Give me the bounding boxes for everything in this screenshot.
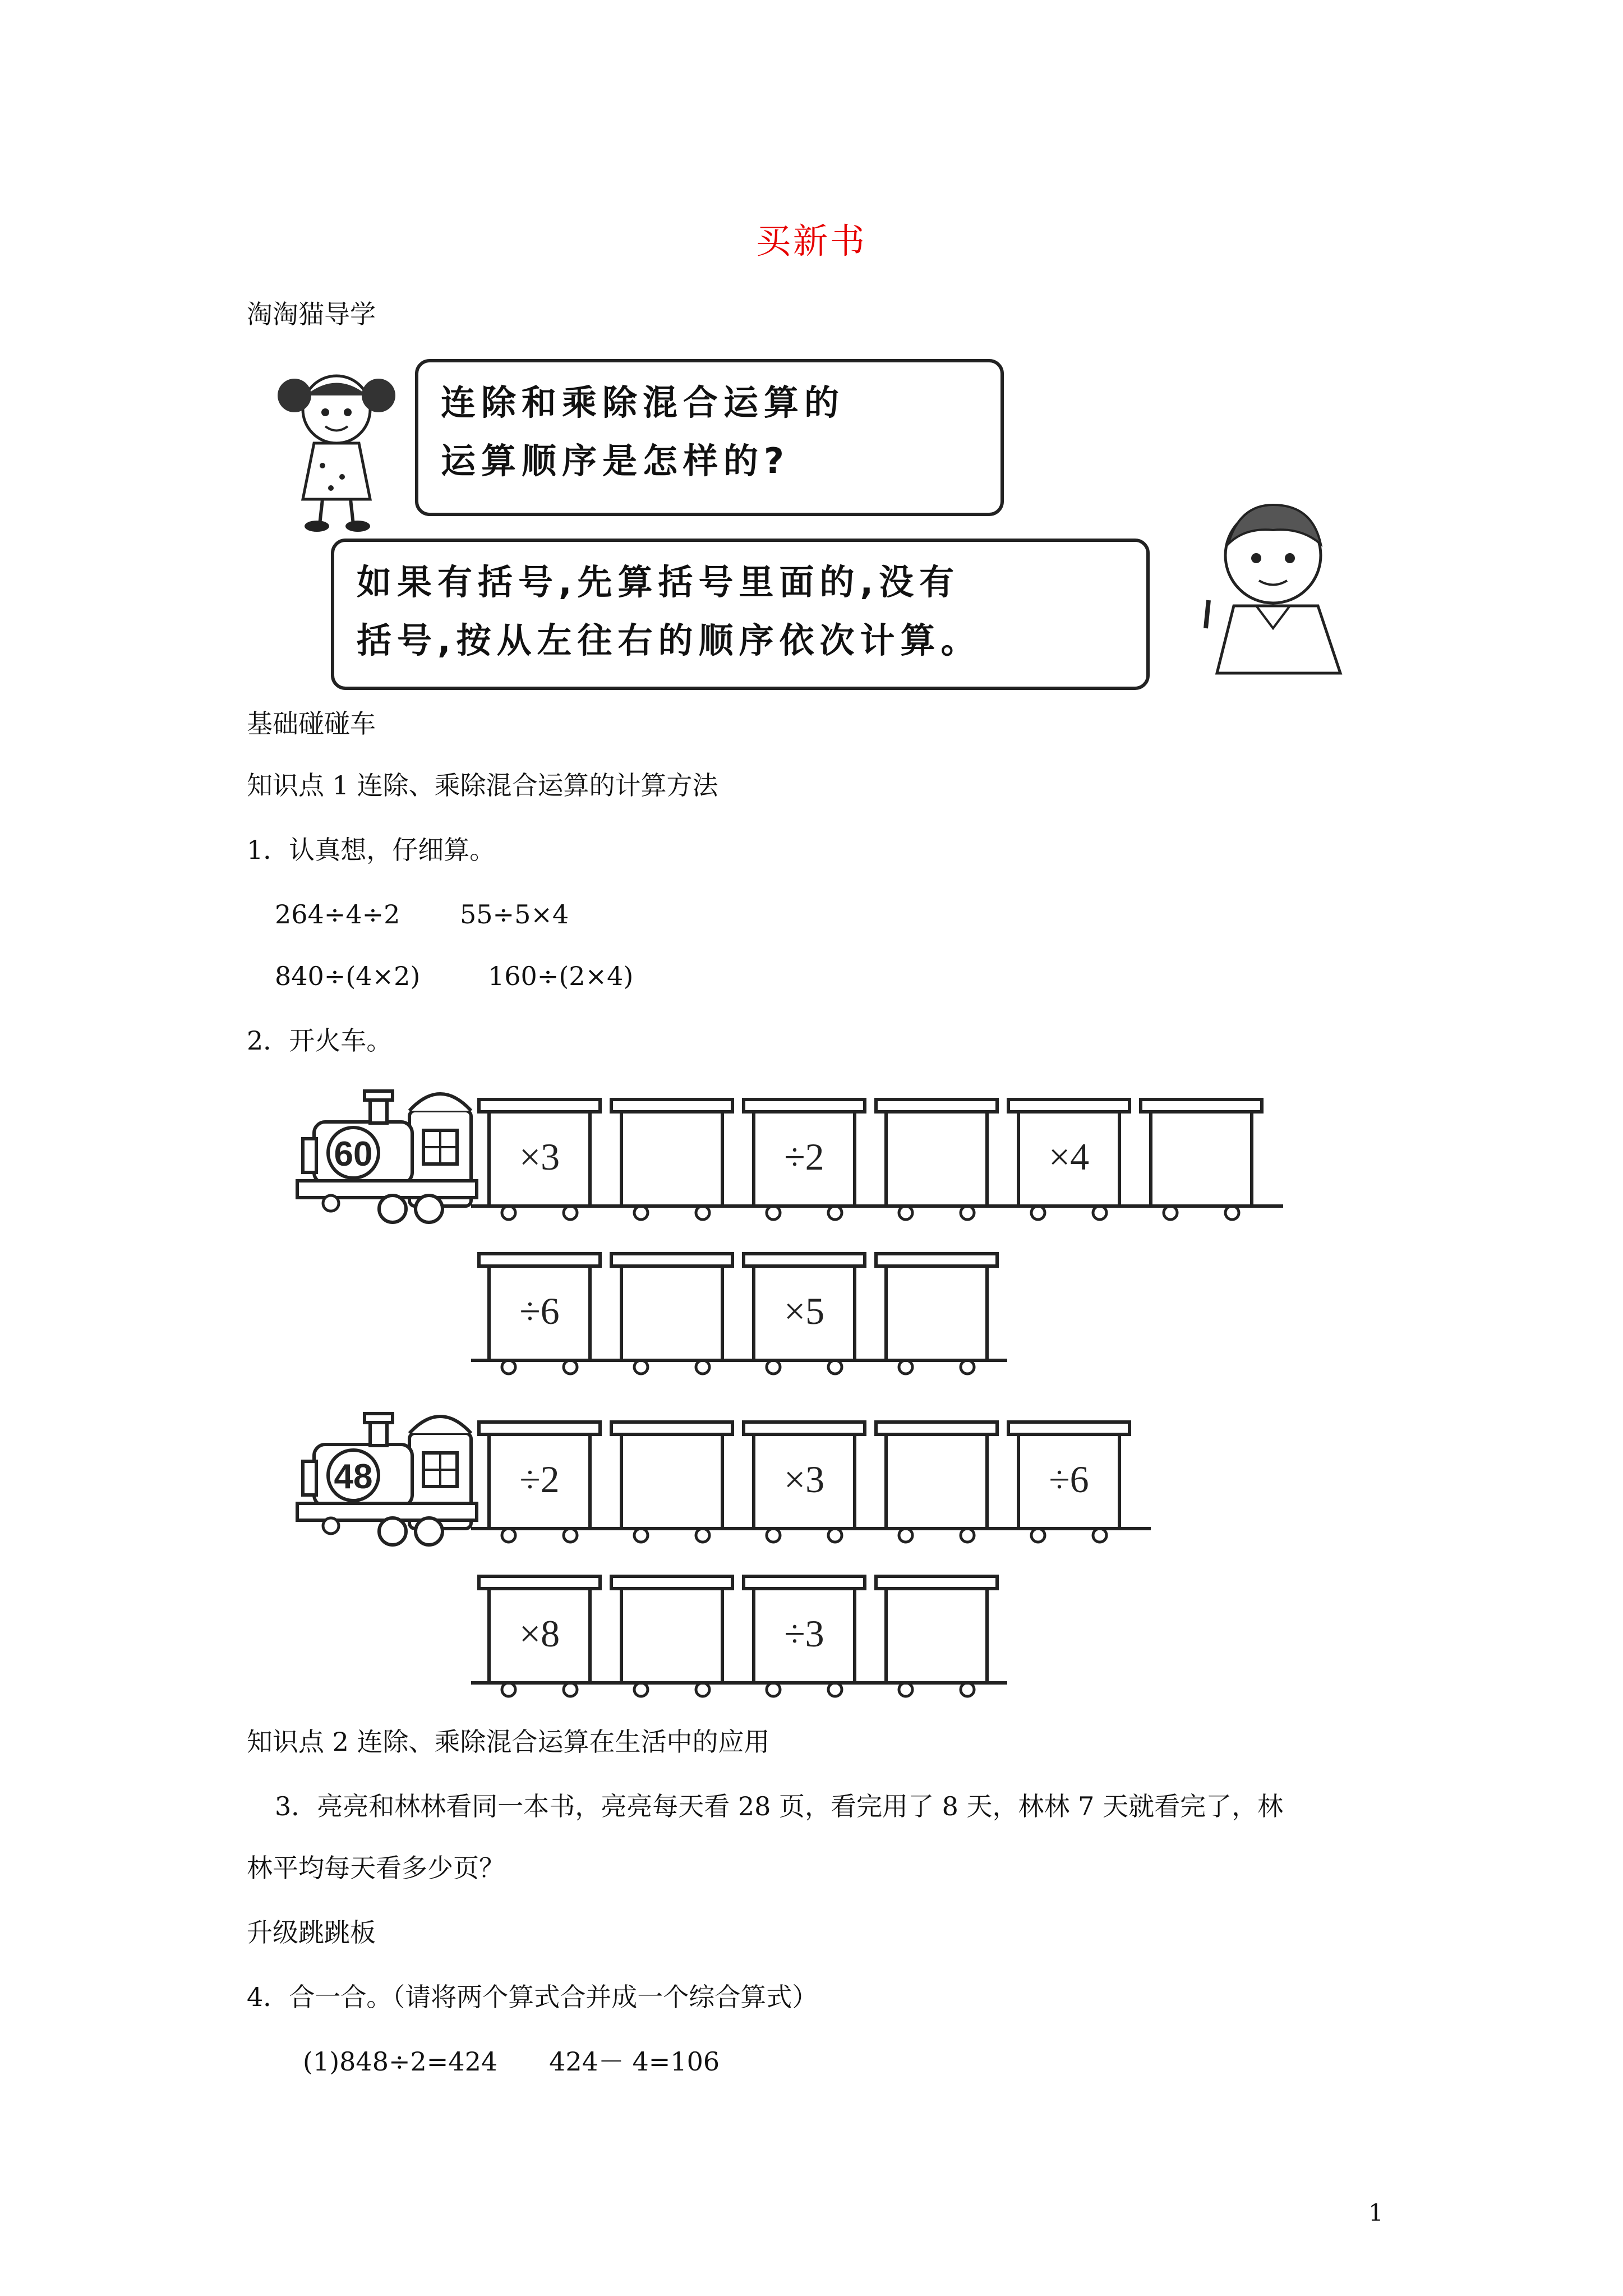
train2-car-r2-3-wheel — [767, 1683, 780, 1696]
train2-engine-chimney — [370, 1422, 387, 1446]
train1-car-r2-1-label: ÷6 — [519, 1290, 560, 1332]
train1-car-r1-3-roof — [744, 1099, 865, 1112]
train1-car-r1-5-wheel — [1031, 1206, 1045, 1220]
q1-expr-3: 840÷(4×2) — [275, 961, 421, 991]
train2-car-r1-5-label: ÷6 — [1049, 1458, 1089, 1501]
train1-engine-chimney-top — [365, 1091, 393, 1100]
train1-car-r1-5-roof — [1008, 1099, 1129, 1112]
train1-car-r1-1-wheel — [564, 1206, 577, 1220]
boy-speech-line1: 如果有括号,先算括号里面的,没有 — [357, 562, 960, 602]
question-1-label: 1．认真想，仔细算。 — [247, 835, 496, 865]
train1-car-r1-6-body — [1151, 1112, 1252, 1206]
train1-car-r1-2-roof — [611, 1099, 732, 1112]
train1-car-r2-3-roof — [744, 1254, 865, 1266]
page-number: 1 — [1368, 2199, 1384, 2226]
train1-car-r1-1-roof — [479, 1099, 600, 1112]
section-basic: 基础碰碰车 — [247, 708, 376, 739]
train1-car-r2-1-wheel — [564, 1360, 577, 1374]
train2-car-r1-3-label: ×3 — [783, 1458, 825, 1501]
train2-engine-wheel — [323, 1518, 339, 1534]
train2-car-r1-2-wheel — [634, 1529, 648, 1542]
train2-car-r2-4-body — [886, 1589, 987, 1683]
train1-car-r1-5-wheel — [1093, 1206, 1106, 1220]
train1-engine-wheel — [323, 1195, 339, 1211]
q1-expr-4: 160÷(2×4) — [488, 961, 634, 991]
train2-car-r2-1-wheel — [564, 1683, 577, 1696]
page-title: 买新书 — [755, 220, 867, 261]
train1-engine-number: 60 — [334, 1135, 373, 1174]
train2-car-r1-1-label: ÷2 — [519, 1458, 560, 1501]
question-4-label: 4．合一合。（请将两个算式合并成一个综合算式） — [247, 1982, 818, 2012]
train1-car-r2-1-roof — [479, 1254, 600, 1266]
train1-car-r2-3-label: ×5 — [783, 1290, 825, 1332]
question-3-line1: 3．亮亮和林林看同一本书，亮亮每天看 28 页，看完用了 8 天，林林 7 天就看完了，林 — [275, 1791, 1284, 1821]
train2-car-r2-1-wheel — [502, 1683, 515, 1696]
train2-car-r2-4-wheel — [899, 1683, 912, 1696]
train2-car-r1-4-wheel — [899, 1529, 912, 1542]
train1-car-r1-2-wheel — [634, 1206, 648, 1220]
train1-car-r1-2-body — [621, 1112, 722, 1206]
question-2-label: 2．开火车。 — [247, 1025, 393, 1056]
boy-speech-line2: 括号,按从左往右的顺序依次计算。 — [357, 620, 981, 661]
train1-car-r1-5-label: ×4 — [1048, 1135, 1090, 1178]
train1-car-r1-3-wheel — [828, 1206, 842, 1220]
question-4-item-1: (1)848÷2=424 424－ 4=106 — [303, 2046, 720, 2077]
train2-car-r1-2-body — [621, 1434, 722, 1529]
train2-car-r1-1-wheel — [502, 1529, 515, 1542]
knowledge-point-2: 知识点 2 连除、乘除混合运算在生活中的应用 — [247, 1727, 770, 1757]
train1-car-r1-3-label: ÷2 — [784, 1135, 824, 1178]
train1-engine-cab-roof — [409, 1094, 471, 1111]
section-guide: 淘淘猫导学 — [247, 299, 376, 329]
train1-engine-front — [303, 1139, 316, 1172]
train1-car-r2-3-wheel — [767, 1360, 780, 1374]
train2-car-r1-5-roof — [1008, 1422, 1129, 1434]
train2-engine-wheel — [379, 1518, 406, 1545]
train1-car-r2-4-roof — [876, 1254, 997, 1266]
train1-car-r1-6-wheel — [1225, 1206, 1239, 1220]
train2-car-r2-1-roof — [479, 1576, 600, 1589]
train2-car-r1-5-wheel — [1093, 1529, 1106, 1542]
train2-car-r2-1-label: ×8 — [519, 1612, 560, 1655]
train2-car-r2-2-body — [621, 1589, 722, 1683]
train2-car-r2-2-wheel — [634, 1683, 648, 1696]
knowledge-point-1: 知识点 1 连除、乘除混合运算的计算方法 — [247, 770, 718, 800]
train2-engine-number: 48 — [334, 1457, 373, 1496]
section-upgrade: 升级跳跳板 — [247, 1917, 376, 1948]
train2-car-r1-2-wheel — [696, 1529, 709, 1542]
train2-car-r1-3-wheel — [828, 1529, 842, 1542]
train1-car-r2-2-roof — [611, 1254, 732, 1266]
train2-car-r2-2-roof — [611, 1576, 732, 1589]
train1-car-r2-4-body — [886, 1266, 987, 1360]
train2-car-r1-5-wheel — [1031, 1529, 1045, 1542]
train1-engine-wheel — [379, 1195, 406, 1222]
train1-car-r2-2-wheel — [696, 1360, 709, 1374]
train2-car-r2-4-roof — [876, 1576, 997, 1589]
train2-car-r1-4-roof — [876, 1422, 997, 1434]
train1-car-r1-6-wheel — [1164, 1206, 1177, 1220]
train1-car-r1-3-wheel — [767, 1206, 780, 1220]
train2-engine-cab-roof — [409, 1416, 471, 1433]
train2-car-r1-4-wheel — [961, 1529, 974, 1542]
train2-car-r2-4-wheel — [961, 1683, 974, 1696]
train2-car-r1-1-wheel — [564, 1529, 577, 1542]
train2-car-r2-3-roof — [744, 1576, 865, 1589]
train1-engine-wheel — [416, 1195, 442, 1222]
q1-expr-1: 264÷4÷2 — [275, 899, 400, 930]
q1-expr-2: 55÷5×4 — [460, 899, 569, 930]
train2-car-r2-3-wheel — [828, 1683, 842, 1696]
train2-engine-chimney-top — [365, 1414, 393, 1423]
question-3-line2: 林平均每天看多少页？ — [247, 1853, 505, 1883]
train1-car-r1-6-roof — [1141, 1099, 1262, 1112]
train1-car-r1-2-wheel — [696, 1206, 709, 1220]
train1-car-r2-2-wheel — [634, 1360, 648, 1374]
train2-car-r1-3-roof — [744, 1422, 865, 1434]
train2-car-r2-3-label: ÷3 — [784, 1612, 824, 1655]
train1-car-r1-1-wheel — [502, 1206, 515, 1220]
train2-engine-front — [303, 1461, 316, 1495]
train2-engine-wheel — [416, 1518, 442, 1545]
train1-car-r1-4-roof — [876, 1099, 997, 1112]
girl-speech-line2: 运算顺序是怎样的? — [441, 440, 790, 481]
train2-car-r2-2-wheel — [696, 1683, 709, 1696]
train1-car-r1-4-wheel — [961, 1206, 974, 1220]
girl-speech-line1: 连除和乘除混合运算的 — [441, 382, 845, 423]
train2-car-r1-3-wheel — [767, 1529, 780, 1542]
train1-car-r2-3-wheel — [828, 1360, 842, 1374]
train2-car-r1-1-roof — [479, 1422, 600, 1434]
train1-engine-chimney — [370, 1099, 387, 1123]
train2-car-r1-2-roof — [611, 1422, 732, 1434]
train1-car-r2-4-wheel — [961, 1360, 974, 1374]
train1-car-r1-4-wheel — [899, 1206, 912, 1220]
train1-car-r2-1-wheel — [502, 1360, 515, 1374]
train1-car-r1-1-label: ×3 — [519, 1135, 560, 1178]
train1-car-r2-4-wheel — [899, 1360, 912, 1374]
train1-car-r1-4-body — [886, 1112, 987, 1206]
train2-car-r1-4-body — [886, 1434, 987, 1529]
train1-car-r2-2-body — [621, 1266, 722, 1360]
